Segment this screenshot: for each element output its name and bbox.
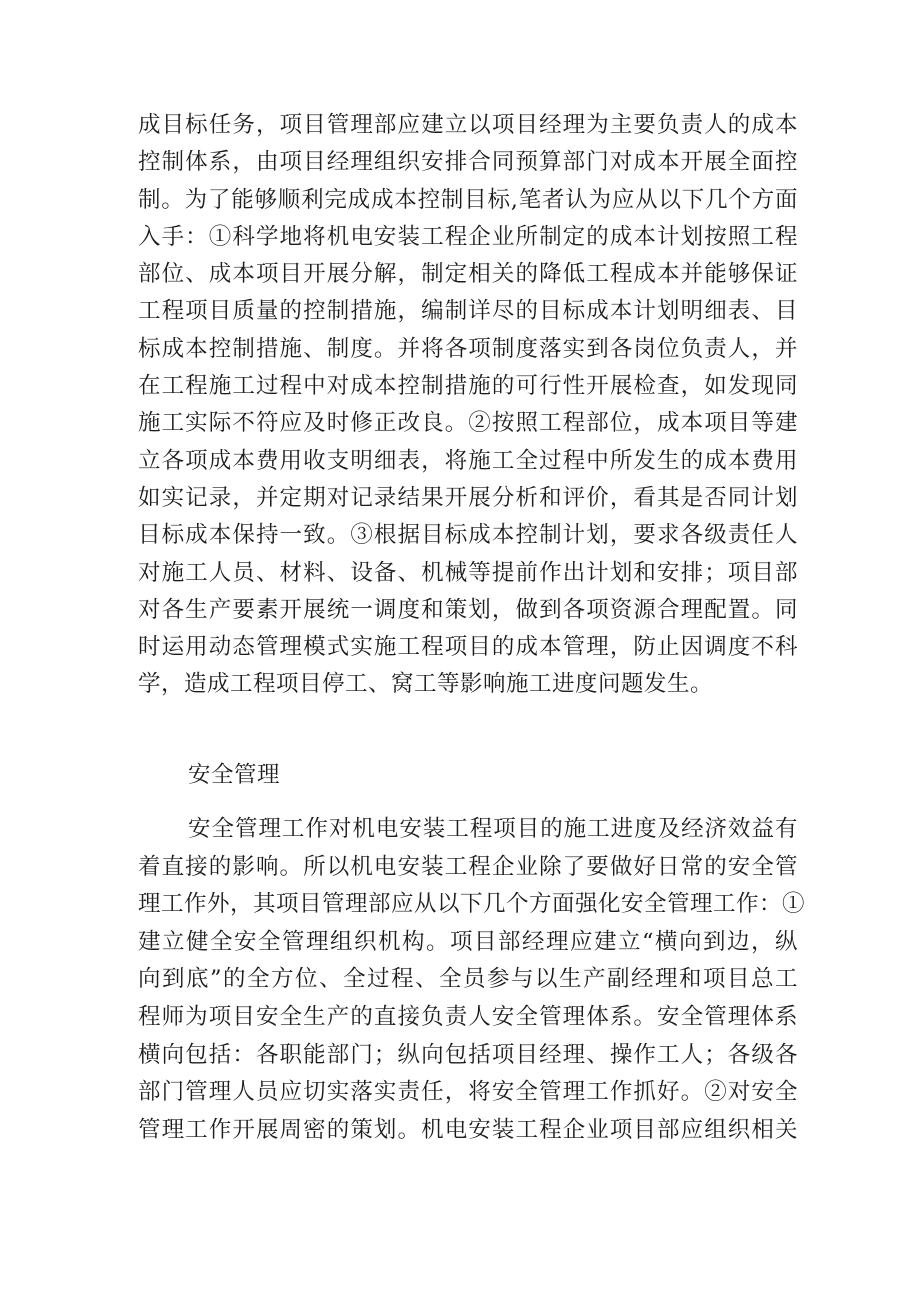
paragraph-line: 建立健全安全管理组织机构。项目部经理应建立“横向到边，纵: [138, 928, 798, 955]
paragraph-line: 标成本控制措施、制度。并将各项制度落实到各岗位负责人，并: [138, 335, 798, 362]
paragraph-line: 部门管理人员应切实落实责任，将安全管理工作抓好。②对安全: [138, 1079, 798, 1106]
paragraph-line: 目标成本保持一致。③根据目标成本控制计划，要求各级责任人: [138, 522, 798, 549]
paragraph-line: 时运用动态管理模式实施工程项目的成本管理，防止因调度不科: [138, 634, 798, 661]
paragraph-line: 横向包括：各职能部门；纵向包括项目经理、操作工人；各级各: [138, 1041, 798, 1068]
paragraph-line: 安全管理工作对机电安装工程项目的施工进度及经济效益有: [188, 816, 798, 842]
paragraph-line: 理工作外，其项目管理部应从以下几个方面强化安全管理工作：①: [138, 891, 806, 918]
paragraph-line: 成目标任务，项目管理部应建立以项目经理为主要负责人的成本: [138, 112, 798, 138]
paragraph-line: 工程项目质量的控制措施，编制详尽的目标成本计划明细表、目: [138, 298, 798, 325]
safety-management-paragraph: [138, 811, 806, 1149]
paragraph-line: 控制体系，由项目经理组织安排合同预算部门对成本开展全面控: [138, 149, 798, 176]
paragraph-line: 管理工作开展周密的策划。机电安装工程企业项目部应组织相关: [138, 1116, 798, 1143]
cost-control-paragraph: [138, 107, 798, 704]
paragraph-line: 对各生产要素开展统一调度和策划，做到各项资源合理配置。同: [138, 596, 798, 623]
paragraph-line: 着直接的影响。所以机电安装工程企业除了要做好日常的安全管: [138, 853, 798, 880]
paragraph-line: 立各项成本费用收支明细表，将施工全过程中所发生的成本费用: [138, 447, 798, 474]
paragraph-line: 施工实际不符应及时修正改良。②按照工程部位，成本项目等建: [138, 410, 798, 437]
paragraph-line: 部位、成本项目开展分解，制定相关的降低工程成本并能够保证: [138, 261, 798, 288]
paragraph-line: 向到底”的全方位、全过程、全员参与以生产副经理和项目总工: [138, 966, 798, 993]
section-heading: 安全管理: [188, 762, 281, 788]
paragraph-line: 入手：①科学地将机电安装工程企业所制定的成本计划按照工程: [138, 223, 798, 250]
paragraph-line: 对施工人员、材料、设备、机械等提前作出计划和安排；项目部: [138, 559, 798, 586]
paragraph-line: 制。为了能够顺利完成成本控制目标,笔者认为应从以下几个方面: [138, 186, 798, 213]
paragraph-line: 学，造成工程项目停工、窝工等影响施工进度问题发生。: [138, 671, 714, 698]
paragraph-line: 如实记录，并定期对记录结果开展分析和评价，看其是否同计划: [138, 484, 798, 511]
paragraph-line: 在工程施工过程中对成本控制措施的可行性开展检查，如发现同: [138, 373, 798, 400]
paragraph-line: 程师为项目安全生产的直接负责人安全管理体系。安全管理体系: [138, 1003, 798, 1030]
